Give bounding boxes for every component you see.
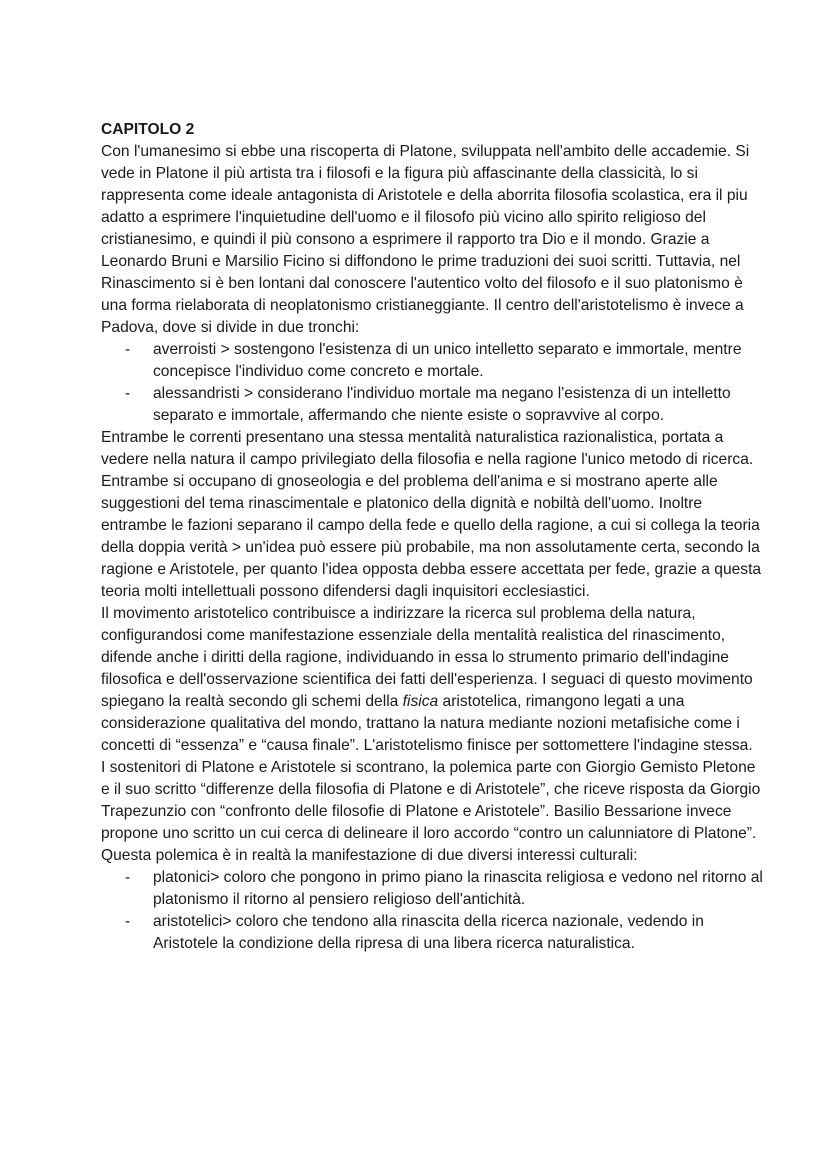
- list-item: [101, 383, 768, 427]
- list-cultural-interests: [101, 867, 768, 955]
- paragraph-text: aristotelica, rimangono legati a una considerazione qualitativa del mondo, trattano la natura mediante nozioni metafisiche come i concetti di “essenza” e “causa finale”. L'aristotelismo finisce per sottomettere l'indagine stessa.: [101, 693, 753, 754]
- chapter-heading: CAPITOLO 2: [101, 121, 195, 138]
- list-item-text: alessandristi > considerano l'individuo mortale ma negano l'esistenza di un intelletto separato e immortale, affermando che niente esiste o sopravvive al corpo.: [153, 385, 731, 424]
- list-item: [101, 867, 768, 911]
- dash-bullet: -: [125, 869, 131, 886]
- list-item-text: averroisti > sostengono l'esistenza di un unico intelletto separato e immortale, mentre concepisce l'individuo come concreto e mortale.: [153, 341, 742, 380]
- dash-bullet: -: [125, 341, 131, 358]
- paragraph-polemic: I sostenitori di Platone e Aristotele si scontrano, la polemica parte con Giorgio Gemisto Pletone e il suo scritto “differenze della filosofia di Platone e di Aristotele”, che riceve risposta da Giorgio Trapezunzio con “confronto delle filosofie di Platone e Aristotele”. Basilio Bessarione invece propone uno scritto un cui cerca di delineare il loro accordo “contro un calunniatore di Platone”. Questa polemica è in realtà la manifestazione di due diversi interessi culturali:: [101, 759, 761, 864]
- paragraph-aristotelian-movement: [101, 603, 768, 757]
- list-item: [101, 339, 768, 383]
- list-aristotelian-branches: [101, 339, 768, 427]
- italic-word: fisica: [402, 693, 439, 710]
- list-item-text: aristotelici> coloro che tendono alla rinascita della ricerca nazionale, vedendo in Aristotele la condizione della ripresa di una libera ricerca naturalistica.: [153, 913, 704, 952]
- paragraph-currents: Entrambe le correnti presentano una stessa mentalità naturalistica razionalistica, portata a vedere nella natura il campo privilegiato della filosofia e nella ragione l'unico metodo di ricerca. Entrambe si occupano di gnoseologia e del problema dell'anima e si mostrano aperte alle suggestioni del tema rinascimentale e platonico della dignità e nobiltà dell'uomo. Inoltre entrambe le fazioni separano il campo della fede e quello della ragione, a cui si collega la teoria della doppia verità > un'idea può essere più probabile, ma non assolutamente certa, secondo la ragione e Aristotele, per quanto l'idea opposta debba essere accettata per fede, grazie a questa teoria molti intellettuali possono difendersi dagli inquisitori ecclesiastici.: [101, 429, 762, 600]
- paragraph-text: Il movimento aristotelico contribuisce a indirizzare la ricerca sul problema della natura, configurandosi come manifestazione essenziale della mentalità realistica del rinascimento, difende anche i diritti della ragione, individuando in essa lo strumento primario dell'indagine filosofica e dell'osservazione scientifica dei fatti dell'esperienza. I seguaci di questo movimento spiegano la realtà secondo gli schemi della: [101, 605, 753, 710]
- paragraph-intro: Con l'umanesimo si ebbe una riscoperta di Platone, sviluppata nell'ambito delle accademie. Si vede in Platone il più artista tra i filosofi e la figura più affascinante della classicità, lo si rappresenta come ideale antagonista di Aristotele e della aborrita filosofia scolastica, era il piu adatto a esprimere l'inquietudine dell'uomo e il filosofo più vicino allo spirito religioso del cristianesimo, e quindi il più consono a esprimere il rapporto tra Dio e il mondo. Grazie a Leonardo Bruni e Marsilio Ficino si diffondono le prime traduzioni dei suoi scritti. Tuttavia, nel Rinascimento si è ben lontani dal conoscere l'autentico volto del filosofo e il suo platonismo è una forma rielaborata di neoplatonismo cristianeggiante. Il centro dell'aristotelismo è invece a Padova, dove si divide in due tronchi:: [101, 143, 750, 336]
- list-item-text: platonici> coloro che pongono in primo piano la rinascita religiosa e vedono nel ritorno al platonismo il ritorno al pensiero religioso dell'antichità.: [153, 869, 763, 908]
- dash-bullet: -: [125, 913, 131, 930]
- dash-bullet: -: [125, 385, 131, 402]
- list-item: [101, 911, 768, 955]
